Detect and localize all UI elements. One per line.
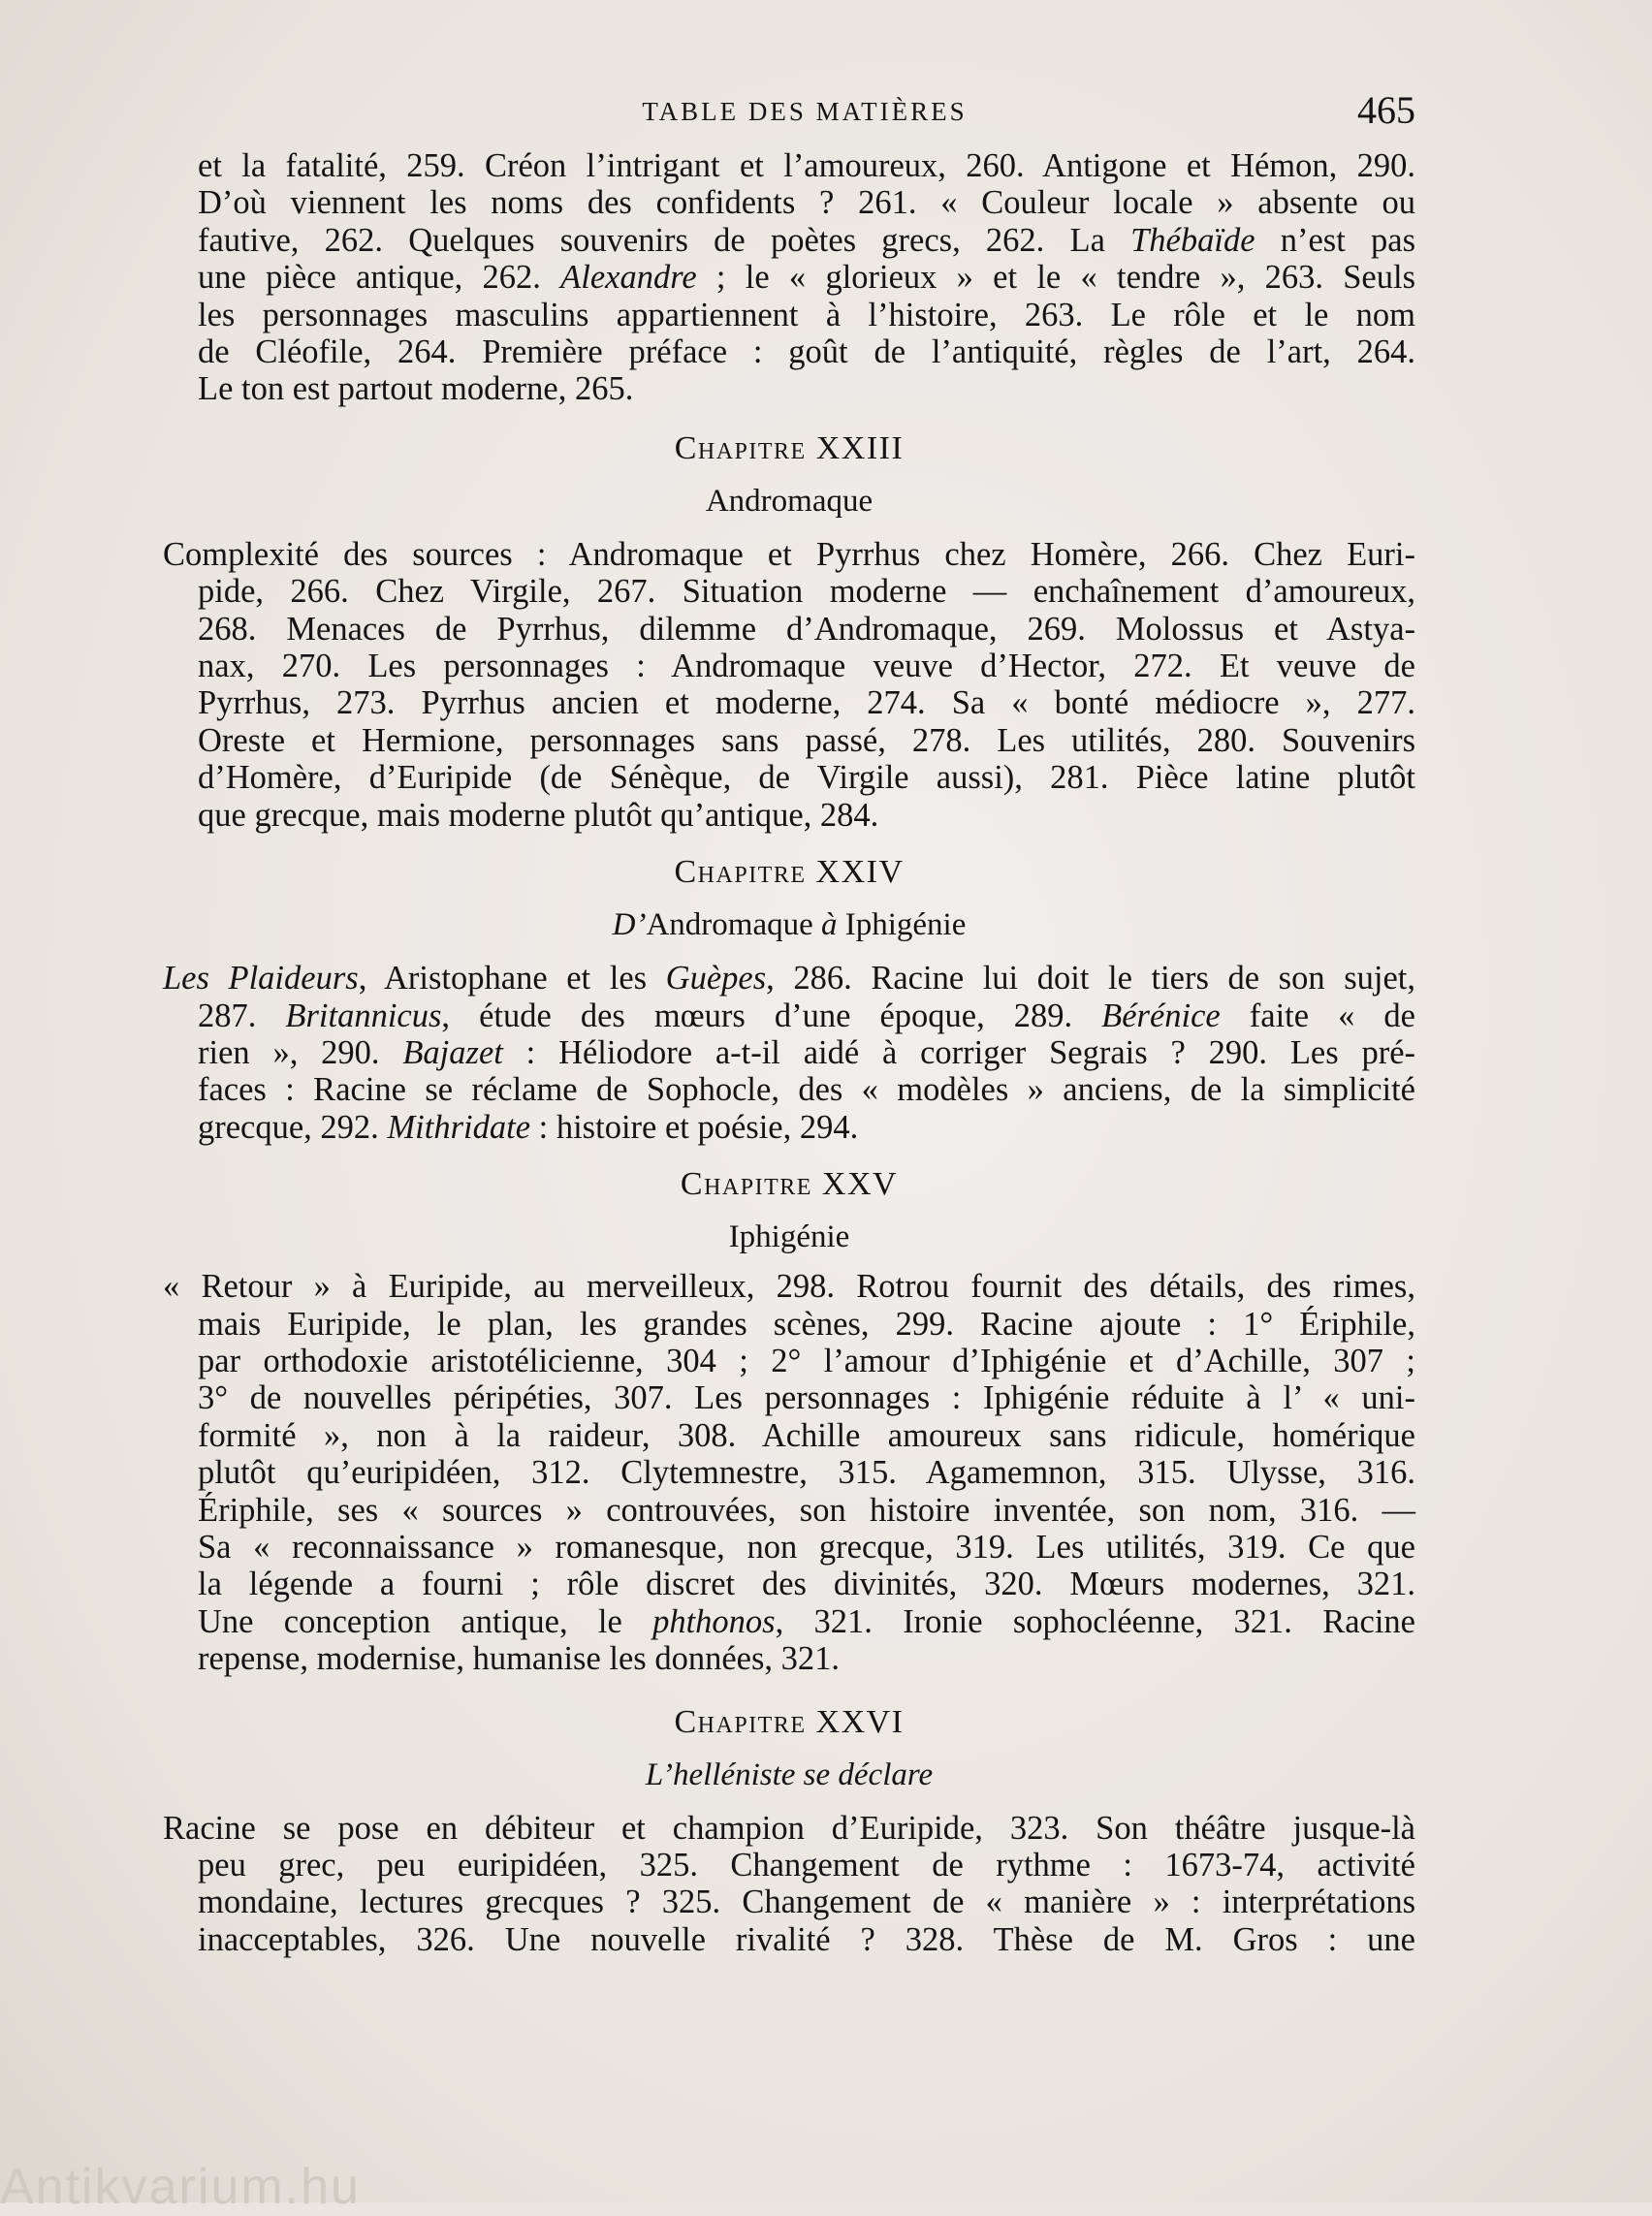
text-span: , étude des mœurs d’une époque, 289. — [441, 997, 1102, 1034]
text-line: plutôt qu’euripidéen, 312. Clytemnestre, 315. Agamemnon, 315. Ulysse, 316. — [198, 1454, 1415, 1492]
text-span: 287. — [198, 997, 286, 1034]
text-line: D’où viennent les noms des confidents ? 261. « Couleur locale » absente ou — [198, 184, 1415, 222]
text-span: fautive, 262. Quelques souvenirs de poètes grecs, 262. La — [198, 221, 1131, 259]
work-title: Alexandre — [560, 259, 697, 297]
work-title: Thébaïde — [1130, 221, 1255, 259]
text-span: : histoire et poésie, 294. — [530, 1108, 859, 1146]
page-number: 465 — [1357, 88, 1415, 132]
chapter-heading: Chapitre XXIII — [674, 429, 905, 466]
text-line — [198, 259, 1415, 296]
text-line: Oreste et Hermione, personnages sans passé, 278. Les utilités, 280. Souvenirs — [198, 721, 1415, 759]
text-line: faces : Racine se réclame de Sophocle, des « modèles » anciens, de la simplicité — [198, 1071, 1415, 1109]
work-title: Les Plaideurs — [163, 960, 359, 997]
summary-continuation — [163, 1847, 1415, 1958]
text-line: peu grec, peu euripidéen, 325. Changement de rythme : 1673-74, activité — [198, 1847, 1415, 1884]
text-span: faite « de — [1220, 997, 1415, 1034]
chapter-subtitle: Andromaque — [705, 483, 874, 519]
text-line: pide, 266. Chez Virgile, 267. Situation moderne — enchaînement d’amoureux, — [198, 573, 1415, 611]
chapter-heading: Chapitre XXIV — [674, 854, 905, 891]
watermark: Antikvarium.hu — [0, 2159, 361, 2215]
text-line: la légende a fourni ; rôle discret des divinités, 320. Mœurs modernes, 321. — [198, 1566, 1415, 1603]
running-title: TABLE DES MATIÈRES — [642, 97, 968, 126]
text-line: inacceptables, 326. Une nouvelle rivalité ? 328. Thèse de M. Gros : une — [198, 1920, 1415, 1958]
chapter-xxvi — [163, 1703, 1415, 1959]
summary-continuation — [163, 997, 1415, 1147]
text-line: mais Euripide, le plan, les grandes scènes, 299. Racine ajoute : 1° Ériphile, — [198, 1305, 1415, 1343]
summary-continuation — [163, 1306, 1415, 1678]
text-span: : Héliodore a-t-il aidé à corriger Segrais ? 290. Les pré- — [502, 1033, 1416, 1071]
text-line — [198, 222, 1415, 259]
text-line: que grecque, mais moderne plutôt qu’antique, 284. — [198, 796, 879, 834]
text-line: et la fatalité, 259. Créon l’intrigant et l’amoureux, 260. Antigone et Hémon, 290. — [198, 147, 1415, 184]
chapter-subtitle — [163, 1756, 1415, 1794]
text-line: Le ton est partout moderne, 265. — [198, 370, 634, 408]
page-header — [194, 88, 1415, 136]
text-line — [198, 1603, 1415, 1640]
text-span: une pièce antique, 262. — [198, 259, 561, 297]
work-title: phthonos — [652, 1602, 776, 1640]
text-line: les personnages masculins appartiennent à l’histoire, 263. Le rôle et le nom — [198, 296, 1415, 333]
text-line: mondaine, lectures grecques ? 325. Changement de « manière » : interprétations — [198, 1884, 1415, 1921]
text-line: « Retour » à Euripide, au merveilleux, 298. Rotrou fournit des détails, des rimes, — [163, 1268, 1415, 1306]
text-line: 3° de nouvelles péripéties, 307. Les personnages : Iphigénie réduite à l’ « uni- — [198, 1379, 1415, 1417]
chapter-summary — [163, 960, 1415, 1146]
text-span: ; le « glorieux » et le « tendre », 263. Seuls — [696, 259, 1415, 297]
text-line: Pyrrhus, 273. Pyrrhus ancien et moderne, 274. Sa « bonté médiocre », 277. — [198, 684, 1415, 722]
text-line: de Cléofile, 264. Première préface : goût de l’antiquité, règles de l’art, 264. — [198, 333, 1415, 371]
text-line: formité », non à la raideur, 308. Achille amoureux sans ridicule, homérique — [198, 1416, 1415, 1454]
work-title: Guèpes — [665, 960, 767, 997]
work-title: Bérénice — [1101, 997, 1221, 1034]
text-line: d’Homère, d’Euripide (de Sénèque, de Virgile aussi), 281. Pièce latine plutôt — [198, 759, 1415, 797]
text-line — [163, 960, 1415, 997]
text-span: , Aristophane et les — [358, 960, 666, 997]
subtitle-part: à — [821, 907, 838, 943]
text-line: par orthodoxie aristotélicienne, 304 ; 2° l’amour d’Iphigénie et d’Achille, 307 ; — [198, 1342, 1415, 1379]
text-line: nax, 270. Les personnages : Andromaque veuve d’Hector, 272. Et veuve de — [198, 648, 1415, 685]
intro-paragraph — [163, 147, 1415, 408]
chapter-summary — [163, 1268, 1415, 1677]
chapter-summary — [163, 1810, 1415, 1959]
table-of-contents — [163, 147, 1415, 1958]
chapter-xxiv — [163, 853, 1415, 1146]
chapter-heading: Chapitre XXV — [680, 1166, 899, 1203]
text-span: , 286. Racine lui doit le tiers de son sujet, — [766, 960, 1415, 997]
text-line — [198, 997, 1415, 1034]
chapter-xxiii — [163, 429, 1415, 834]
subtitle-part: D’ — [612, 907, 647, 943]
chapter-subtitle: Iphigénie — [728, 1219, 850, 1255]
text-line: repense, modernise, humanise les données, 321. — [198, 1640, 841, 1678]
text-span: , 321. Ironie sophocléenne, 321. Racine — [775, 1602, 1415, 1640]
text-span: grecque, 292. — [198, 1108, 388, 1146]
text-line: Ériphile, ses « sources » controuvées, son histoire inventée, son nom, 316. — — [198, 1491, 1415, 1529]
subtitle-part: Andromaque — [646, 907, 821, 943]
work-title: Britannicus — [285, 997, 442, 1034]
text-line: Complexité des sources : Andromaque et Pyrrhus chez Homère, 266. Chez Euri- — [163, 535, 1415, 573]
chapter-summary — [163, 536, 1415, 834]
text-span: rien », 290. — [198, 1033, 403, 1071]
text-span: Une conception antique, le — [198, 1602, 653, 1640]
text-span: n’est pas — [1255, 221, 1415, 259]
subtitle-part: Iphigénie — [837, 907, 967, 943]
chapter-subtitle — [163, 905, 1415, 944]
text-line: 268. Menaces de Pyrrhus, dilemme d’Andromaque, 269. Molossus et Astya- — [198, 610, 1415, 648]
chapter-xxv — [163, 1165, 1415, 1677]
text-line — [198, 1109, 1415, 1146]
text-line: Sa « reconnaissance » romanesque, non grecque, 319. Les utilités, 319. Ce que — [198, 1528, 1415, 1566]
text-line: Racine se pose en débiteur et champion d’Euripide, 323. Son théâtre jusque-là — [163, 1809, 1415, 1847]
chapter-heading: Chapitre XXVI — [674, 1703, 905, 1740]
text-line — [198, 1034, 1415, 1071]
work-title: Mithridate — [387, 1108, 531, 1146]
work-title: Bajazet — [402, 1033, 503, 1071]
summary-continuation — [163, 573, 1415, 834]
subtitle-text: L’helléniste se déclare — [645, 1757, 934, 1792]
